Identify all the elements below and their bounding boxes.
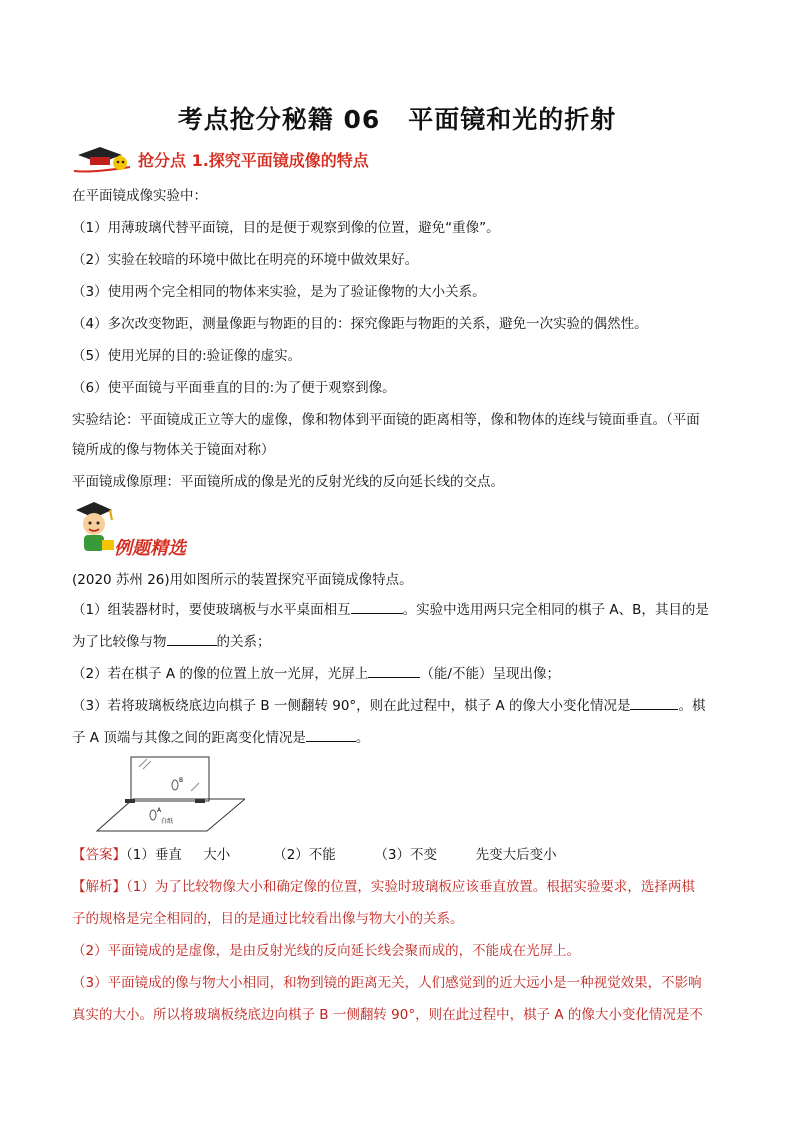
- blank-5: [306, 729, 356, 742]
- figure-label-b: B: [179, 777, 184, 784]
- q3-text-c: 子 A 顶端与其像之间的距离变化情况是: [72, 730, 306, 746]
- figure-label-a: A: [157, 807, 162, 814]
- point-1: （1）用薄玻璃代替平面镜，目的是便于观察到像的位置，避免“重像”。: [72, 220, 500, 236]
- blank-3: [368, 665, 420, 678]
- page-title: [0, 100, 794, 136]
- q3-text-a: （3）若将玻璃板绕底边向棋子 B 一侧翻转 90°，则在此过程中，棋子 A 的像大小变化情况是: [72, 698, 631, 714]
- analysis-line-4: （3）平面镜成的像与物大小相同，和物到镜的距离无关，人们感觉到的近大远小是一种视觉效果，不影响: [72, 975, 702, 991]
- q2-text-b: （能/不能）呈现出像；: [420, 666, 560, 682]
- analysis-line-3: （2）平面镜成的是虚像，是由反射光线的反向延长线会聚而成的，不能成在光屏上。: [72, 943, 581, 959]
- answer-label: 【答案】: [72, 847, 126, 863]
- question-1-line-2: [72, 632, 722, 652]
- conclusion-line-1: 实验结论：平面镜成正立等大的虚像，像和物体到平面镜的距离相等，像和物体的连线与镜面垂直。（平面: [72, 412, 700, 428]
- analysis-line-1: [72, 877, 722, 897]
- q1-text-d: 的关系；: [216, 634, 271, 650]
- analysis-label: 【解析】: [72, 879, 126, 895]
- mirror-experiment-figure: [95, 755, 245, 833]
- blank-4: [630, 697, 678, 710]
- title-part1: 考点抢分秘籍 06: [177, 105, 381, 134]
- conclusion-line-2: 镜所成的像与物体关于镜面对称）: [72, 442, 275, 458]
- point-2: （2）实验在较暗的环境中做比在明亮的环境中做效果好。: [72, 252, 419, 268]
- q1-text-c: 为了比较像与物: [72, 634, 167, 650]
- analysis-line-2: 子的规格是完全相同的，目的是通过比较看出像与物大小的关系。: [72, 911, 464, 927]
- example-label: 例题精选: [114, 538, 186, 559]
- example-source: (2020 苏州 26)用如图所示的装置探究平面镜成像特点。: [72, 572, 413, 588]
- q1-text-b: 。实验中选用两只完全相同的棋子 A、B，其目的是: [402, 602, 709, 618]
- q3-text-b: 。棋: [678, 698, 706, 714]
- point-5: （5）使用光屏的目的:验证像的虚实。: [72, 348, 302, 364]
- answer-text: （1）垂直 大小 （2）不能 （3）不变 先变大后变小: [126, 847, 557, 863]
- question-3-line-2: [72, 728, 722, 748]
- q2-text-a: （2）若在棋子 A 的像的位置上放一光屏，光屏上: [72, 666, 369, 682]
- analysis-line-5: 真实的大小。所以将玻璃板绕底边向棋子 B 一侧翻转 90°，则在此过程中，棋子 A 的像大小变化情况是不: [72, 1007, 703, 1023]
- section-heading: [72, 143, 712, 175]
- point-6: （6）使平面镜与平面垂直的目的:为了便于观察到像。: [72, 380, 396, 396]
- question-3-line-1: [72, 696, 722, 716]
- point-4: （4）多次改变物距，测量像距与物距的目的：探究像距与物距的关系，避免一次实验的偶然性。: [72, 316, 648, 332]
- q1-text-a: （1）组装器材时，要使玻璃板与水平桌面相互: [72, 602, 351, 618]
- section-heading-text: 抢分点 1.探究平面镜成像的特点: [138, 151, 369, 170]
- blank-2: [167, 633, 217, 646]
- analysis-text-1: （1）为了比较物像大小和确定像的位置，实验时玻璃板应该垂直放置。根据实验要求，选择两棋: [126, 879, 695, 895]
- figure-label-paper: 白纸: [161, 818, 174, 825]
- intro-text: 在平面镜成像实验中：: [72, 188, 207, 204]
- point-3: （3）使用两个完全相同的物体来实验，是为了验证像物的大小关系。: [72, 284, 486, 300]
- question-2: [72, 664, 722, 684]
- principle-text: 平面镜成像原理：平面镜所成的像是光的反射光线的反向延长线的交点。: [72, 474, 504, 490]
- question-1-line-1: [72, 600, 722, 620]
- q3-text-d: 。: [355, 730, 370, 746]
- graduation-cap-icon: [72, 143, 132, 175]
- answer-line: [72, 845, 722, 865]
- title-part2: 平面镜和光的折射: [408, 105, 617, 134]
- blank-1: [351, 601, 403, 614]
